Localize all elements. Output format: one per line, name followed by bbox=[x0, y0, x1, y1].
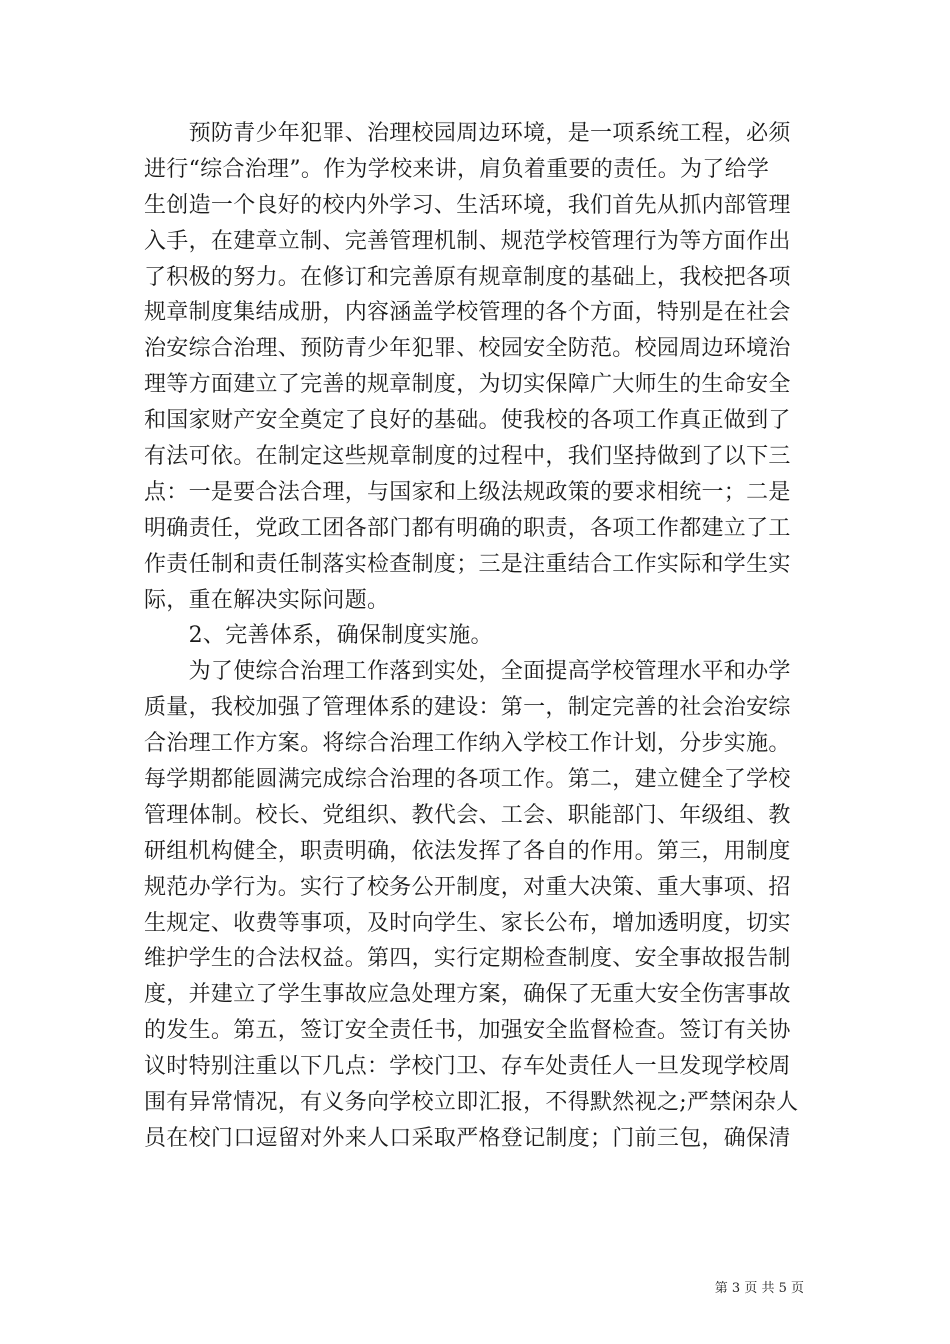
text-line: 合治理工作方案。将综合治理工作纳入学校工作计划，分步实施。 bbox=[144, 731, 791, 757]
text-line: 研组机构健全，职责明确，依法发挥了各自的作用。第三，用制度 bbox=[144, 838, 791, 864]
text-line: 理等方面建立了完善的规章制度，为切实保障广大师生的生命安全 bbox=[144, 372, 791, 398]
text-line: 际，重在解决实际问题。 bbox=[144, 587, 390, 613]
text-line: 了积极的努力。在修订和完善原有规章制度的基础上，我校把各项 bbox=[144, 264, 791, 290]
page-number: 第 3 页 共 5 页 bbox=[714, 1281, 804, 1296]
text-line: 和国家财产安全奠定了良好的基础。使我校的各项工作真正做到了 bbox=[144, 408, 791, 434]
text-line: 规范办学行为。实行了校务公开制度，对重大决策、重大事项、招 bbox=[144, 874, 791, 900]
text-line: 管理体制。校长、党组织、教代会、工会、职能部门、年级组、教 bbox=[144, 802, 791, 828]
text-line: 为了使综合治理工作落到实处，全面提高学校管理水平和办学 bbox=[144, 659, 791, 685]
text-line: 作责任制和责任制落实检查制度；三是注重结合工作实际和学生实 bbox=[144, 551, 791, 577]
body-text bbox=[144, 116, 808, 1157]
text-line: 明确责任，党政工团各部门都有明确的职责，各项工作都建立了工 bbox=[144, 515, 791, 541]
text-line: 入手，在建章立制、完善管理机制、规范学校管理行为等方面作出 bbox=[144, 228, 791, 254]
text-line: 进行“综合治理”。作为学校来讲，肩负着重要的责任。为了给学 bbox=[144, 156, 770, 182]
text-line: 的发生。第五，签订安全责任书，加强安全监督检查。签订有关协 bbox=[144, 1018, 791, 1044]
text-line: 围有异常情况，有义务向学校立即汇报，不得默然视之;严禁闲杂人 bbox=[144, 1090, 799, 1116]
text-line: 议时特别注重以下几点：学校门卫、存车处责任人一旦发现学校周 bbox=[144, 1054, 791, 1080]
text-line: 生规定、收费等事项，及时向学生、家长公布，增加透明度，切实 bbox=[144, 910, 791, 936]
text-line: 生创造一个良好的校内外学习、生活环境，我们首先从抓内部管理 bbox=[144, 192, 791, 218]
text-line: 维护学生的合法权益。第四，实行定期检查制度、安全事故报告制 bbox=[144, 946, 791, 972]
text-line: 度，并建立了学生事故应急处理方案，确保了无重大安全伤害事故 bbox=[144, 982, 791, 1008]
text-line: 点：一是要合法合理，与国家和上级法规政策的要求相统一；二是 bbox=[144, 479, 791, 505]
text-line: 质量，我校加强了管理体系的建设：第一，制定完善的社会治安综 bbox=[144, 695, 791, 721]
section-heading: 2、完善体系，确保制度实施。 bbox=[144, 623, 493, 649]
text-line: 预防青少年犯罪、治理校园周边环境，是一项系统工程，必须 bbox=[144, 121, 791, 146]
text-line: 规章制度集结成册，内容涵盖学校管理的各个方面，特别是在社会 bbox=[144, 300, 791, 326]
text-line: 有法可依。在制定这些规章制度的过程中，我们坚持做到了以下三 bbox=[144, 444, 791, 470]
text-line: 员在校门口逗留对外来人口采取严格登记制度；门前三包，确保清 bbox=[144, 1125, 791, 1151]
text-line: 治安综合治理、预防青少年犯罪、校园安全防范。校园周边环境治 bbox=[144, 336, 791, 362]
text-line: 每学期都能圆满完成综合治理的各项工作。第二，建立健全了学校 bbox=[144, 767, 791, 793]
